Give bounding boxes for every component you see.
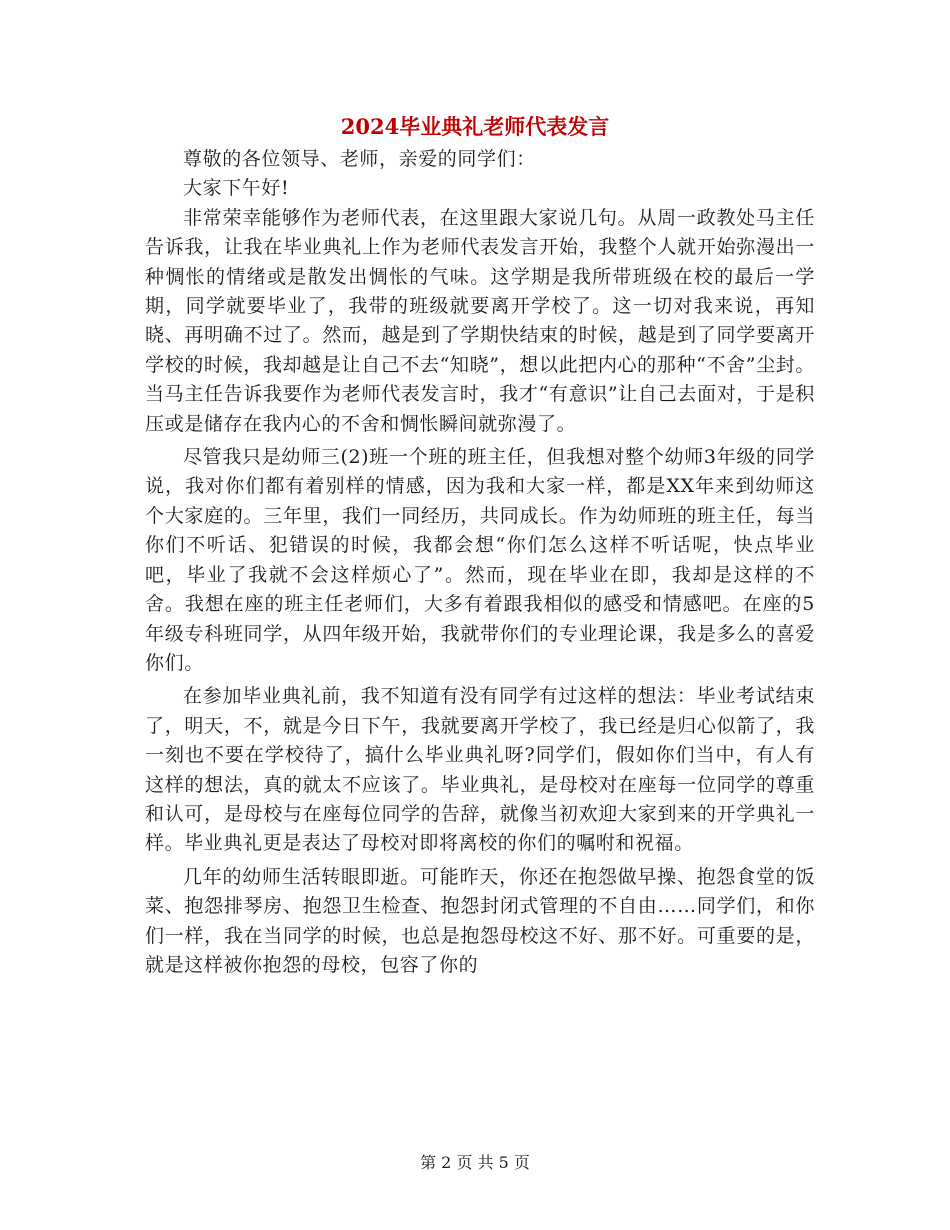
- document-body: [145, 145, 815, 980]
- paragraph-4: 几年的幼师生活转眼即逝。可能昨天，你还在抱怨做早操、抱怨食堂的饭菜、抱怨排琴房、抱怨卫生检查、抱怨封闭式管理的不自由……同学们，和你们一样，我在当同学的时候，也总是抱怨母校这不好、那不好。可重要的是，就是这样被你抱怨的母校，包容了你的: [145, 865, 815, 976]
- page-number: 第 2 页 共 5 页: [420, 1153, 530, 1172]
- document-title: 2024毕业典礼老师代表发言: [340, 114, 610, 139]
- paragraph-1: 非常荣幸能够作为老师代表，在这里跟大家说几句。从周一政教处马主任告诉我，让我在毕业典礼上作为老师代表发言开始，我整个人就开始弥漫出一种惆怅的情绪或是散发出惆怅的气味。这学期是我所带班级在校的最后一学期，同学就要毕业了，我带的班级就要离开学校了。这一切对我来说，再知晓、再明确不过了。然而，越是到了学期快结束的时候，越是到了同学要离开学校的时候，我却越是让自己不去“知晓”，想以此把内心的那种“不舍”尘封。当马主任告诉我要作为老师代表发言时，我才“有意识”让自己去面对，于是积压或是储存在我内心的不舍和惆怅瞬间就弥漫了。: [145, 206, 815, 435]
- greeting: 大家下午好!: [183, 177, 290, 200]
- paragraph-2: 尽管我只是幼师三(2)班一个班的班主任，但我想对整个幼师3年级的同学说，我对你们都有着别样的情感，因为我和大家一样，都是XX年来到幼师这个大家庭的。三年里，我们一同经历，共同成长。作为幼师班的班主任，每当你们不听话、犯错误的时候，我都会想“你们怎么这样不听话呢，快点毕业吧，毕业了我就不会这样烦心了”。然而，现在毕业在即，我却是这样的不舍。我想在座的班主任老师们，大多有着跟我相似的感受和情感吧。在座的5年级专科班同学，从四年级开始，我就带你们的专业理论课，我是多么的喜爱你们。: [145, 446, 815, 674]
- salutation: 尊敬的各位领导、老师，亲爱的同学们：: [183, 148, 536, 170]
- paragraph-3: 在参加毕业典礼前，我不知道有没有同学有过这样的想法：毕业考试结束了，明天，不，就是今日下午，我就要离开学校了，我已经是归心似箭了，我一刻也不要在学校待了，搞什么毕业典礼呀?同学们，假如你们当中，有人有这样的想法，真的就太不应该了。毕业典礼，是母校对在座每一位同学的尊重和认可，是母校与在座每位同学的告辞，就像当初欢迎大家到来的开学典礼一样。毕业典礼更是表达了母校对即将离校的你们的嘱咐和祝福。: [145, 685, 815, 855]
